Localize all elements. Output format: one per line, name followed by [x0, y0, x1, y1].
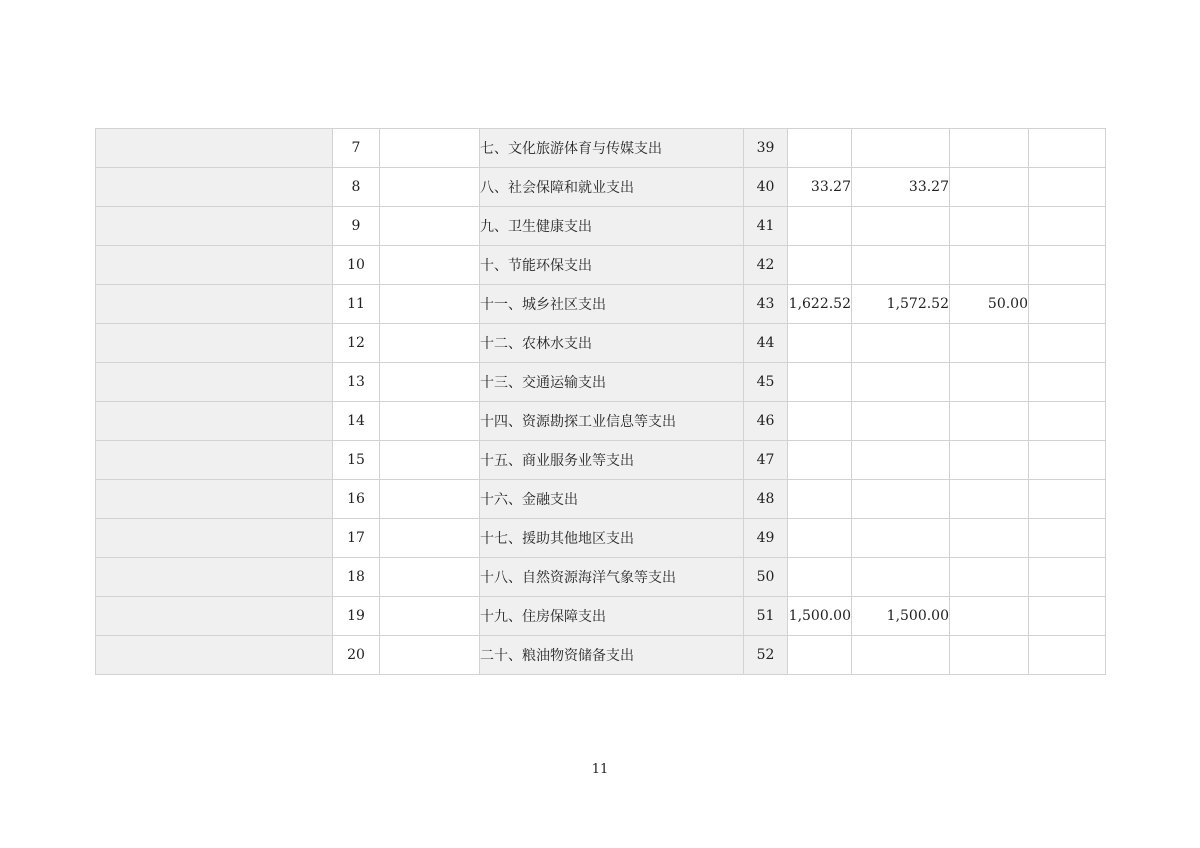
table-body: [96, 129, 1106, 675]
table-row: [96, 636, 1106, 675]
amount-cell-2: [950, 129, 1029, 168]
amount-cell-1: [852, 441, 950, 480]
line-number-cell: 51: [744, 597, 788, 636]
blank-cell: [96, 597, 333, 636]
total-amount-cell: [788, 558, 852, 597]
blank-cell: [380, 285, 480, 324]
blank-cell: [380, 519, 480, 558]
table-row: [96, 402, 1106, 441]
total-amount-cell: [788, 402, 852, 441]
expense-item-cell: 八、社会保障和就业支出: [480, 168, 744, 207]
blank-cell: [96, 519, 333, 558]
total-amount-cell: [788, 168, 852, 207]
table-row: [96, 597, 1106, 636]
total-amount-cell: [788, 363, 852, 402]
amount-cell-3: [1029, 519, 1106, 558]
line-number-cell: 49: [744, 519, 788, 558]
amount-cell-1: [852, 246, 950, 285]
line-number-cell: 50: [744, 558, 788, 597]
expense-item-cell: 十五、商业服务业等支出: [480, 441, 744, 480]
total-amount-cell: [788, 441, 852, 480]
blank-cell: [96, 480, 333, 519]
amount-cell-3: [1029, 168, 1106, 207]
row-number-cell: 7: [333, 129, 380, 168]
amount-cell-2: [950, 597, 1029, 636]
amount-cell-1: [852, 207, 950, 246]
expense-item-cell: 十七、援助其他地区支出: [480, 519, 744, 558]
row-number-cell: 19: [333, 597, 380, 636]
page-number: 11: [591, 762, 609, 777]
row-number-cell: 14: [333, 402, 380, 441]
amount-cell-3: [1029, 558, 1106, 597]
amount-cell-2: [950, 636, 1029, 675]
amount-cell-1: [852, 636, 950, 675]
amount-cell-3: [1029, 402, 1106, 441]
table-row: [96, 246, 1106, 285]
amount-cell-3: [1029, 129, 1106, 168]
blank-cell: [96, 324, 333, 363]
total-amount-cell: [788, 519, 852, 558]
line-number-cell: 41: [744, 207, 788, 246]
expense-item-cell: 十九、住房保障支出: [480, 597, 744, 636]
blank-cell: [380, 363, 480, 402]
table-row: [96, 168, 1106, 207]
amount-cell-1: 33.27: [852, 168, 950, 207]
expense-item-cell: 十、节能环保支出: [480, 246, 744, 285]
table-row: [96, 129, 1106, 168]
amount-cell-2: [950, 519, 1029, 558]
table-row: [96, 558, 1106, 597]
blank-cell: [380, 480, 480, 519]
expense-item-cell: 十一、城乡社区支出: [480, 285, 744, 324]
budget-table: [95, 128, 1106, 675]
row-number-cell: 18: [333, 558, 380, 597]
table-row: [96, 207, 1106, 246]
blank-cell: [380, 324, 480, 363]
row-number-cell: 17: [333, 519, 380, 558]
amount-cell-1: [852, 363, 950, 402]
blank-cell: [380, 246, 480, 285]
expense-item-cell: 二十、粮油物资储备支出: [480, 636, 744, 675]
amount-cell-2: [950, 246, 1029, 285]
line-number-cell: 45: [744, 363, 788, 402]
blank-cell: [380, 207, 480, 246]
total-amount-cell: [788, 129, 852, 168]
line-number-cell: 47: [744, 441, 788, 480]
table-row: [96, 285, 1106, 324]
row-number-cell: 16: [333, 480, 380, 519]
amount-cell-1: 1,572.52: [852, 285, 950, 324]
amount-cell-2: [950, 324, 1029, 363]
expense-item-cell: 十三、交通运输支出: [480, 363, 744, 402]
amount-cell-3: [1029, 207, 1106, 246]
line-number-cell: 44: [744, 324, 788, 363]
amount-cell-3: [1029, 246, 1106, 285]
expense-item-cell: 十六、金融支出: [480, 480, 744, 519]
blank-cell: [96, 441, 333, 480]
table-row: [96, 324, 1106, 363]
amount-cell-1: [852, 558, 950, 597]
row-number-cell: 20: [333, 636, 380, 675]
blank-cell: [380, 402, 480, 441]
amount-cell-3: [1029, 636, 1106, 675]
amount-cell-2: [950, 363, 1029, 402]
table-row: [96, 363, 1106, 402]
amount-cell-3: [1029, 285, 1106, 324]
table-row: [96, 480, 1106, 519]
blank-cell: [380, 558, 480, 597]
amount-cell-1: [852, 519, 950, 558]
total-amount-cell: [788, 636, 852, 675]
blank-cell: [96, 207, 333, 246]
amount-cell-1: [852, 324, 950, 363]
total-amount-cell: [788, 480, 852, 519]
amount-cell-1: [852, 480, 950, 519]
amount-cell-3: [1029, 324, 1106, 363]
total-amount-value: 1,622.52: [788, 295, 851, 312]
total-amount-cell: [788, 285, 852, 324]
amount-cell-3: [1029, 597, 1106, 636]
row-number-cell: 11: [333, 285, 380, 324]
row-number-cell: 12: [333, 324, 380, 363]
amount-cell-2: [950, 402, 1029, 441]
total-amount-value: 33.27: [810, 178, 851, 195]
amount-cell-2: [950, 168, 1029, 207]
amount-cell-2: 50.00: [950, 285, 1029, 324]
blank-cell: [96, 129, 333, 168]
row-number-cell: 10: [333, 246, 380, 285]
amount-cell-1: [852, 129, 950, 168]
line-number-cell: 42: [744, 246, 788, 285]
amount-cell-1: 1,500.00: [852, 597, 950, 636]
blank-cell: [96, 168, 333, 207]
blank-cell: [380, 168, 480, 207]
total-amount-cell: [788, 597, 852, 636]
row-number-cell: 8: [333, 168, 380, 207]
row-number-cell: 13: [333, 363, 380, 402]
line-number-cell: 39: [744, 129, 788, 168]
expense-item-cell: 十四、资源勘探工业信息等支出: [480, 402, 744, 441]
total-amount-cell: [788, 324, 852, 363]
expense-item-cell: 九、卫生健康支出: [480, 207, 744, 246]
blank-cell: [380, 636, 480, 675]
line-number-cell: 48: [744, 480, 788, 519]
blank-cell: [96, 558, 333, 597]
total-amount-value: 1,500.00: [788, 607, 851, 624]
total-amount-cell: [788, 246, 852, 285]
blank-cell: [380, 441, 480, 480]
total-amount-cell: [788, 207, 852, 246]
line-number-cell: 46: [744, 402, 788, 441]
table-row: [96, 519, 1106, 558]
blank-cell: [96, 402, 333, 441]
amount-cell-1: [852, 402, 950, 441]
blank-cell: [96, 363, 333, 402]
expense-item-cell: 七、文化旅游体育与传媒支出: [480, 129, 744, 168]
expense-item-cell: 十八、自然资源海洋气象等支出: [480, 558, 744, 597]
blank-cell: [380, 597, 480, 636]
amount-cell-2: [950, 441, 1029, 480]
amount-cell-2: [950, 480, 1029, 519]
expense-item-cell: 十二、农林水支出: [480, 324, 744, 363]
line-number-cell: 52: [744, 636, 788, 675]
blank-cell: [380, 129, 480, 168]
table-row: [96, 441, 1106, 480]
line-number-cell: 40: [744, 168, 788, 207]
row-number-cell: 9: [333, 207, 380, 246]
blank-cell: [96, 636, 333, 675]
blank-cell: [96, 285, 333, 324]
amount-cell-2: [950, 558, 1029, 597]
blank-cell: [96, 246, 333, 285]
amount-cell-3: [1029, 480, 1106, 519]
row-number-cell: 15: [333, 441, 380, 480]
amount-cell-3: [1029, 441, 1106, 480]
amount-cell-3: [1029, 363, 1106, 402]
amount-cell-2: [950, 207, 1029, 246]
line-number-cell: 43: [744, 285, 788, 324]
